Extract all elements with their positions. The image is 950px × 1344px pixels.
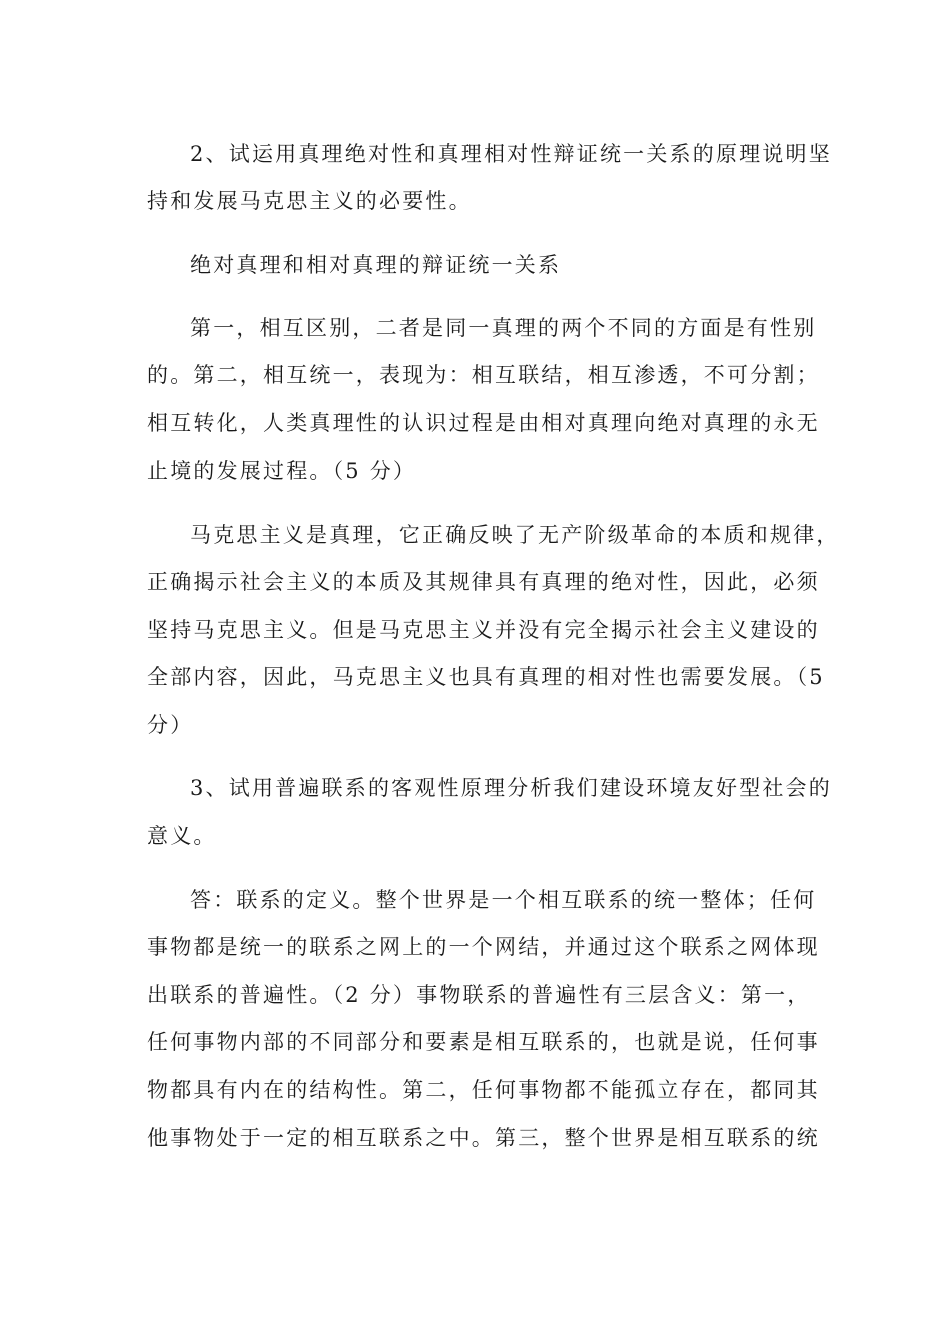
- question-3-answer-line-1: 答：联系的定义。整个世界是一个相互联系的统一整体；任何: [190, 888, 817, 912]
- question-2-paragraph-1-line-1: 第一，相互区别，二者是同一真理的两个不同的方面是有性别: [190, 316, 817, 340]
- question-2-paragraph-2-line-1: 马克思主义是真理，它正确反映了无产阶级革命的本质和规律，: [190, 523, 840, 547]
- question-3-title-line-2: 意义。: [147, 824, 217, 848]
- question-3-answer-line-5: 物都具有内在的结构性。第二，任何事物都不能孤立存在，都同其: [147, 1078, 820, 1102]
- question-2-paragraph-2-line-4: 全部内容，因此，马克思主义也具有真理的相对性也需要发展。（5: [147, 665, 825, 689]
- question-3-answer-line-3: 出联系的普遍性。（2 分）事物联系的普遍性有三层含义：第一，: [147, 983, 811, 1007]
- question-2-title-line-2: 持和发展马克思主义的必要性。: [147, 189, 472, 213]
- question-2-subtitle: 绝对真理和相对真理的辩证统一关系: [190, 253, 562, 277]
- question-2-paragraph-1-line-4: 止境的发展过程。（5 分）: [147, 459, 417, 483]
- question-2-paragraph-2-line-5: 分）: [147, 713, 194, 737]
- question-3-title-line-1: 3、试用普遍联系的客观性原理分析我们建设环境友好型社会的: [190, 776, 832, 800]
- question-2-paragraph-1-line-2: 的。第二，相互统一，表现为：相互联结，相互渗透，不可分割；: [147, 363, 820, 387]
- question-2-paragraph-2-line-3: 坚持马克思主义。但是马克思主义并没有完全揭示社会主义建设的: [147, 618, 820, 642]
- question-3-answer-line-2: 事物都是统一的联系之网上的一个网结，并通过这个联系之网体现: [147, 935, 820, 959]
- question-2-paragraph-1-line-3: 相互转化，人类真理性的认识过程是由相对真理向绝对真理的永无: [147, 411, 820, 435]
- question-3-answer-line-4: 任何事物内部的不同部分和要素是相互联系的，也就是说，任何事: [147, 1030, 820, 1054]
- question-3-answer-line-6: 他事物处于一定的相互联系之中。第三，整个世界是相互联系的统: [147, 1126, 820, 1150]
- question-2-paragraph-2-line-2: 正确揭示社会主义的本质及其规律具有真理的绝对性，因此，必须: [147, 570, 820, 594]
- question-2-title-line-1: 2、试运用真理绝对性和真理相对性辩证统一关系的原理说明坚: [190, 142, 832, 166]
